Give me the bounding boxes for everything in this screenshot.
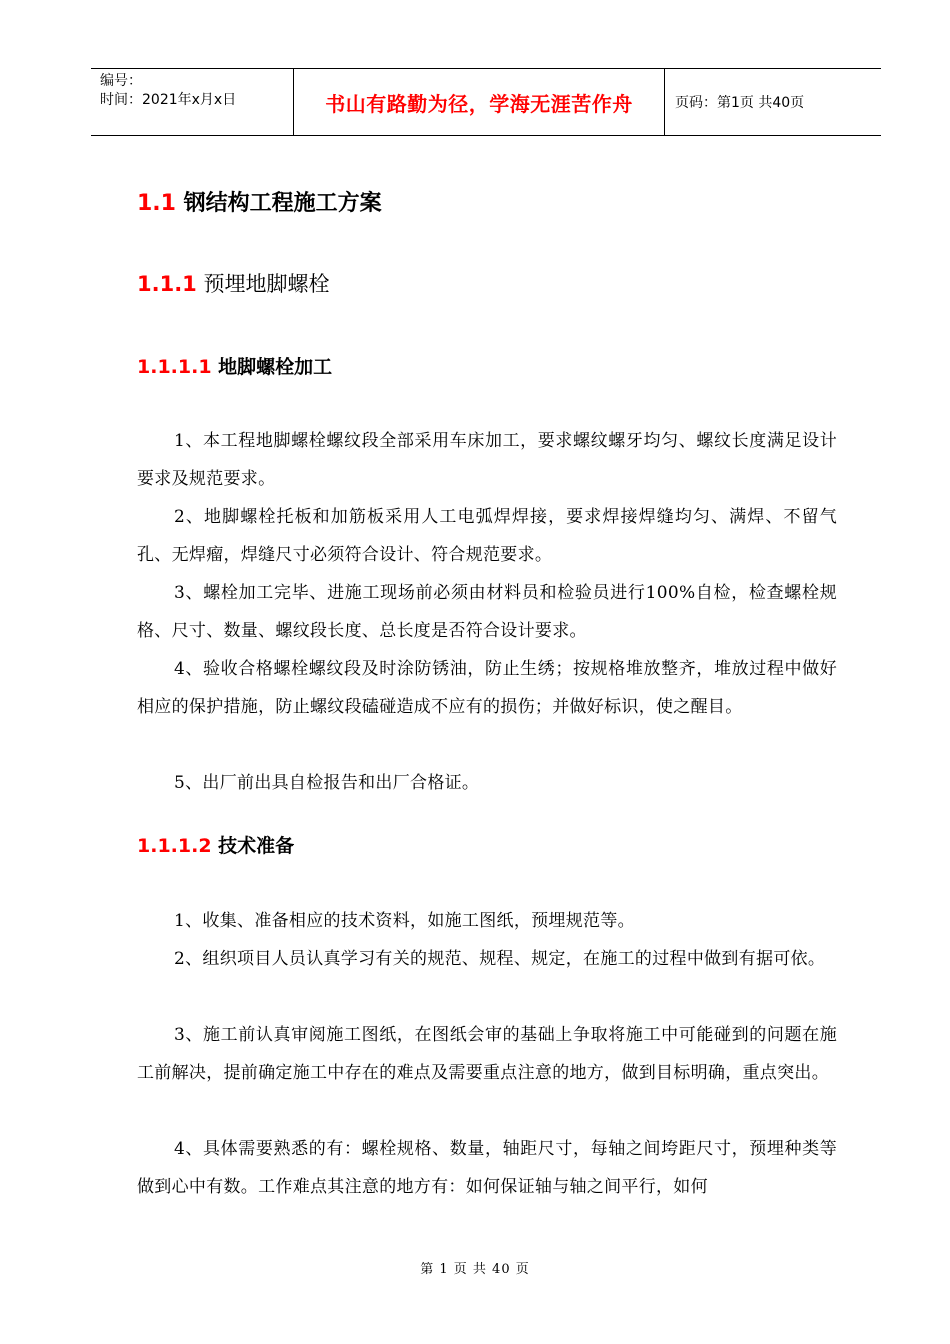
document-header bbox=[91, 68, 881, 136]
subsection-number: 1.1.1 bbox=[137, 272, 197, 296]
header-page-info: 页码：第1页 共40页 bbox=[675, 95, 805, 111]
part2-number: 1.1.1.2 bbox=[137, 835, 212, 857]
part2-title: 技术准备 bbox=[218, 835, 295, 857]
page-footer: 第 1 页 共 40 页 bbox=[420, 1262, 530, 1277]
part2-heading bbox=[137, 831, 294, 858]
paragraph: 4、验收合格螺栓螺纹段及时涂防锈油，防止生绣；按规格堆放整齐，堆放过程中做好相应的保护措施，防止螺纹段磕碰造成不应有的损伤；并做好标识，使之醒目。 bbox=[137, 659, 837, 717]
section-title: 钢结构工程施工方案 bbox=[183, 191, 382, 216]
header-motto: 书山有路勤为径，学海无涯苦作舟 bbox=[293, 69, 665, 135]
time-label: 时间：2021年x月x日 bbox=[100, 92, 237, 108]
part1-number: 1.1.1.1 bbox=[137, 356, 212, 378]
subsection-title: 预埋地脚螺栓 bbox=[203, 272, 330, 296]
paragraph: 1、收集、准备相应的技术资料，如施工图纸，预埋规范等。 bbox=[174, 911, 635, 931]
subsection-heading bbox=[137, 268, 329, 298]
paragraph: 2、地脚螺栓托板和加筋板采用人工电弧焊焊接，要求焊接焊缝均匀、满焊、不留气孔、无焊瘤，焊缝尺寸必须符合设计、符合规范要求。 bbox=[137, 507, 837, 565]
section-number: 1.1 bbox=[137, 191, 176, 216]
paragraph: 3、施工前认真审阅施工图纸，在图纸会审的基础上争取将施工中可能碰到的问题在施工前解决，提前确定施工中存在的难点及需要重点注意的地方，做到目标明确，重点突出。 bbox=[137, 1025, 837, 1083]
header-meta bbox=[91, 69, 293, 135]
paragraph: 4、具体需要熟悉的有：螺栓规格、数量，轴距尺寸，每轴之间垮距尺寸，预埋种类等做到心中有数。工作难点其注意的地方有：如何保证轴与轴之间平行，如何 bbox=[137, 1139, 837, 1197]
paragraph: 1、本工程地脚螺栓螺纹段全部采用车床加工，要求螺纹螺牙均匀、螺纹长度满足设计要求及规范要求。 bbox=[137, 431, 837, 489]
number-label: 编号： bbox=[100, 73, 142, 89]
paragraph: 2、组织项目人员认真学习有关的规范、规程、规定，在施工的过程中做到有据可依。 bbox=[174, 949, 826, 969]
part1-heading bbox=[137, 352, 332, 379]
paragraph: 3、螺栓加工完毕、进施工现场前必须由材料员和检验员进行100%自检，检查螺栓规格、尺寸、数量、螺纹段长度、总长度是否符合设计要求。 bbox=[137, 583, 837, 641]
paragraph: 5、出厂前出具自检报告和出厂合格证。 bbox=[174, 773, 480, 793]
section-heading bbox=[137, 186, 382, 217]
part1-title: 地脚螺栓加工 bbox=[218, 356, 333, 378]
